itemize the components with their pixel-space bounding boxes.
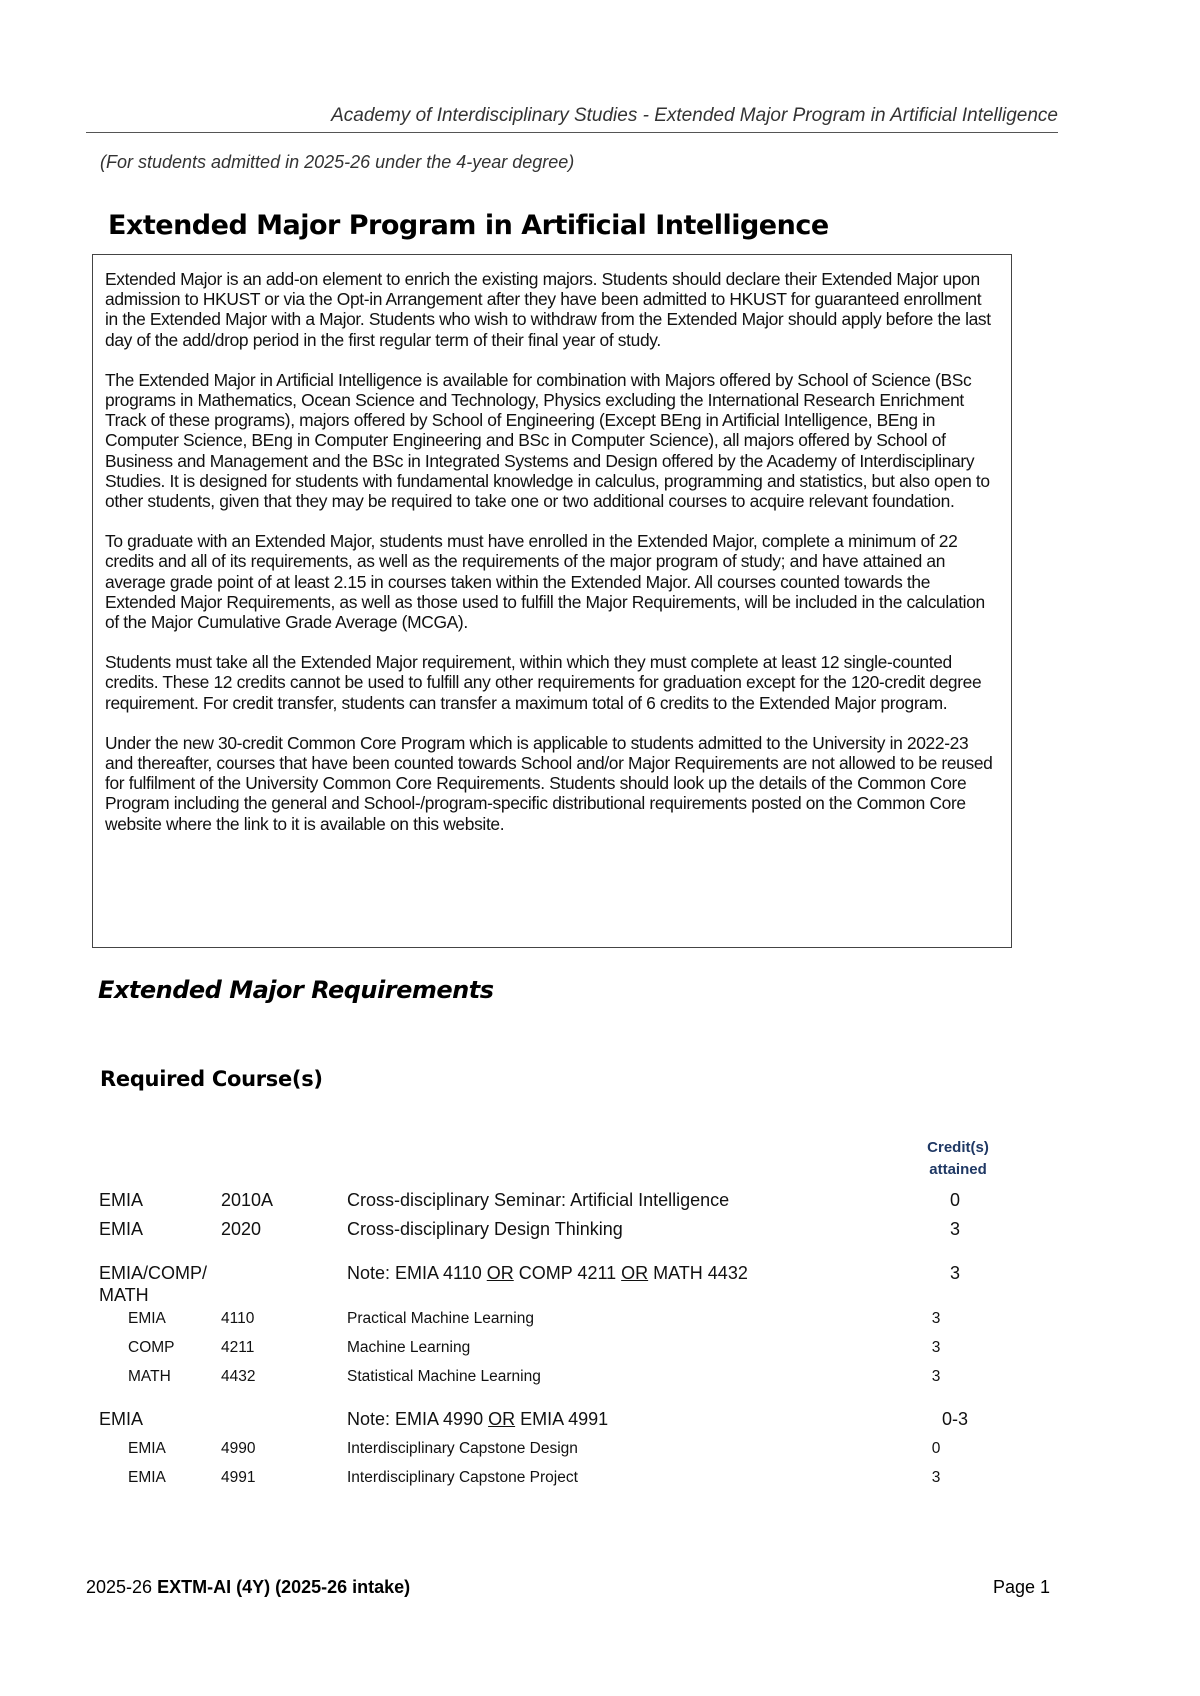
course-code: 4432 — [221, 1368, 256, 1385]
note-text: Note: EMIA 4110 — [347, 1263, 487, 1283]
footer-doc-label — [86, 1576, 410, 1598]
choice-group-subject: EMIA/COMP/ MATH — [99, 1263, 208, 1305]
course-subject: COMP — [128, 1339, 175, 1356]
subsection-heading: Required Course(s) — [100, 1067, 323, 1091]
choice-group-subject: EMIA — [99, 1409, 144, 1429]
footer-doc-code: EXTM-AI (4Y) (2025-26 intake) — [157, 1577, 411, 1597]
choice-group-credits: 0-3 — [941, 1409, 968, 1429]
course-credits: 0 — [949, 1190, 960, 1210]
course-subject: EMIA — [99, 1219, 144, 1239]
or-label: OR — [621, 1263, 649, 1283]
course-subject: EMIA — [99, 1190, 144, 1210]
course-title: Practical Machine Learning — [347, 1310, 534, 1327]
course-code: 2010A — [221, 1190, 274, 1210]
header-divider — [86, 132, 1058, 133]
course-credits: 3 — [931, 1469, 941, 1486]
note-text: COMP 4211 — [513, 1263, 622, 1283]
page-number: Page 1 — [992, 1577, 1050, 1597]
course-credits: 3 — [931, 1339, 941, 1356]
intake-note: (For students admitted in 2025-26 under the 4-year degree) — [100, 152, 575, 172]
course-code: 4990 — [221, 1440, 256, 1457]
course-title: Cross-disciplinary Design Thinking — [347, 1219, 623, 1239]
intro-paragraph: Extended Major is an add-on element to enrich the existing majors. Students should declare their Extended Major upon admission to HKUST or via the Opt-in Arrangement after they have been admitted to HKUST for guaranteed enrollment in the Extended Major with a Major. Students who wish to withdraw from the Extended Major should apply before the last day of the add/drop period in the first regular term of their final year of study. — [105, 269, 991, 350]
intro-paragraph: To graduate with an Extended Major, students must have enrolled in the Extended Major, complete a minimum of 22 credits and all of its requirements, as well as the requirements of the major program of study; and have attained an average grade point of at least 2.15 in courses taken within the Extended Major. All courses counted towards the Extended Major Requirements, as well as those used to fulfill the Major Requirements, will be included in the calculation of the Major Cumulative Grade Average (MCGA). — [105, 531, 985, 633]
course-code: 4211 — [221, 1339, 255, 1356]
choice-group-note — [347, 1262, 748, 1284]
choice-group-credits: 3 — [949, 1263, 960, 1283]
course-code: 2020 — [221, 1219, 262, 1239]
course-credits: 3 — [931, 1310, 941, 1327]
intro-paragraph: Students must take all the Extended Major requirement, within which they must complete at least 12 single-counted credits. These 12 credits cannot be used to fulfill any other requirements for graduation except for the 120-credit degree requirement. For credit transfer, students can transfer a maximum total of 6 credits to the Extended Major program. — [105, 652, 982, 713]
course-subject: EMIA — [128, 1310, 166, 1327]
credits-column-header: Credit(s) attained — [927, 1139, 989, 1178]
note-text: Note: EMIA 4990 — [347, 1409, 489, 1429]
running-header: Academy of Interdisciplinary Studies - Extended Major Program in Artificial Intelligence — [331, 105, 1058, 126]
course-credits: 3 — [931, 1368, 941, 1385]
course-code: 4991 — [221, 1469, 256, 1486]
course-title: Interdisciplinary Capstone Project — [347, 1469, 578, 1486]
intro-box — [92, 254, 1012, 948]
or-label: OR — [488, 1409, 516, 1429]
section-heading: Extended Major Requirements — [98, 976, 494, 1004]
course-credits: 3 — [949, 1219, 960, 1239]
note-text: MATH 4432 — [648, 1263, 748, 1283]
note-text: EMIA 4991 — [515, 1409, 609, 1429]
footer-year: 2025-26 — [86, 1577, 153, 1597]
course-title: Interdisciplinary Capstone Design — [347, 1440, 578, 1457]
intro-paragraph: Under the new 30-credit Common Core Program which is applicable to students admitted to the University in 2022-23 and thereafter, courses that have been counted towards School and/or Major Requirements are not allowed to be reused for fulfilment of the University Common Core Requirements. Students should look up the details of the Common Core Program including the general and School-/program-specific distributional requirements posted on the Common Core website where the link to it is available on this website. — [105, 732, 993, 834]
course-title: Machine Learning — [347, 1339, 471, 1356]
page-title: Extended Major Program in Artificial Intelligence — [108, 210, 829, 241]
course-subject: EMIA — [128, 1440, 166, 1457]
course-subject: EMIA — [128, 1469, 166, 1486]
course-title: Cross-disciplinary Seminar: Artificial Intelligence — [347, 1190, 730, 1210]
course-subject: MATH — [128, 1368, 171, 1385]
or-label: OR — [486, 1263, 514, 1283]
course-credits: 0 — [931, 1440, 941, 1457]
intro-paragraph: The Extended Major in Artificial Intelligence is available for combination with Majors offered by School of Science (BSc programs in Mathematics, Ocean Science and Technology, Physics excluding the International Research Enrichment Track of these programs), majors offered by School of Engineering (Except BEng in Artificial Intelligence, BEng in Computer Science, BEng in Computer Engineering and BSc in Computer Science), all majors offered by School of Business and Management and the BSc in Integrated Systems and Design offered by the Academy of Interdisciplinary Studies. It is designed for students with fundamental knowledge in calculus, programming and statistics, but also open to other students, given that they may be required to take one or two additional courses to acquire relevant foundation. — [105, 369, 990, 512]
course-code: 4110 — [221, 1310, 255, 1327]
course-title: Statistical Machine Learning — [347, 1368, 541, 1385]
choice-group-note — [347, 1408, 608, 1430]
